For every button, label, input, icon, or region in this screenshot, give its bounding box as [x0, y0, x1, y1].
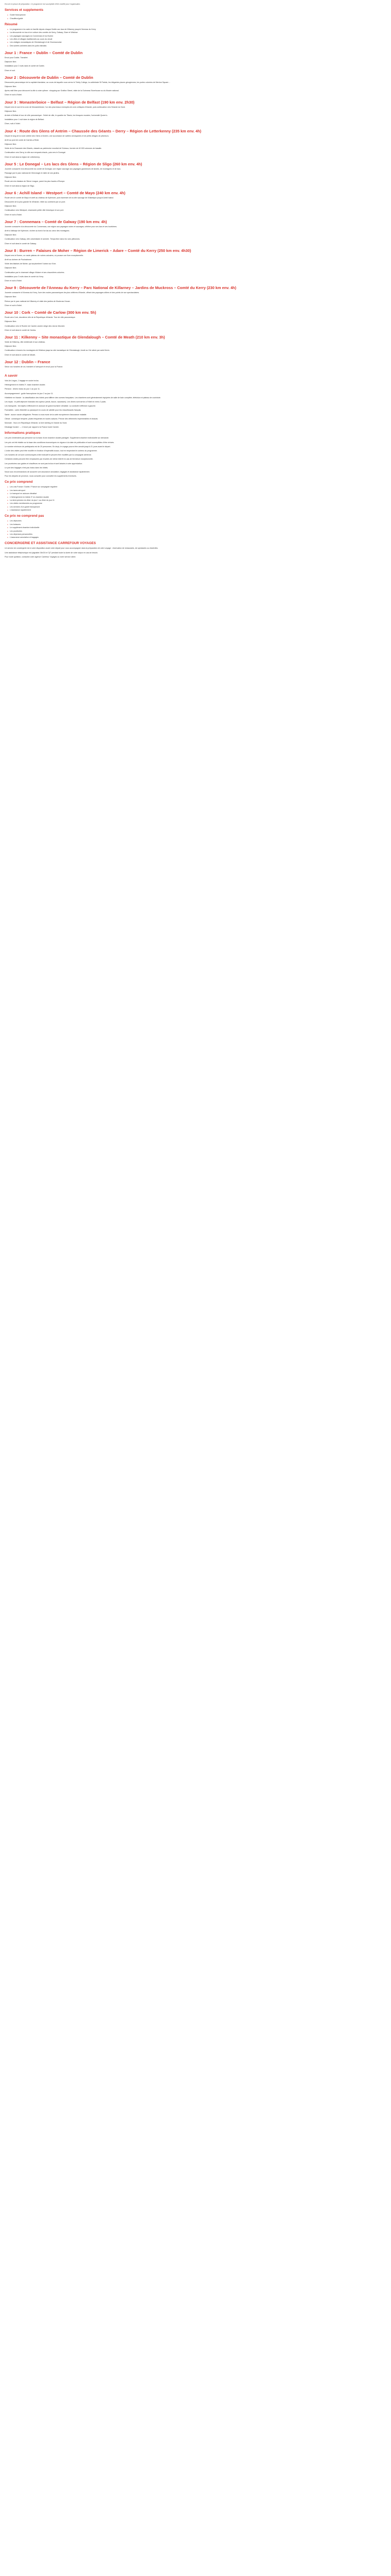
paragraph: Formalités : carte d'identité ou passeport en cours de validité pour les ressortissants français. [5, 409, 82, 412]
list-item: ● L'hébergement en hôtels 3* en chambre double [10, 496, 386, 499]
list-item: ● Le supplément chambre individuelle [10, 527, 386, 529]
paragraph: Les transports : les trajets s'effectuent en autocar de grand tourisme climatisé. La conduite s'effectue à gauche. [5, 405, 96, 408]
day-paragraph: Après-midi libre pour découvrir la ville à votre rythme : shopping sur Grafton Street, visite de la Guinness Storehouse ou du Musée national. [5, 90, 119, 92]
day-paragraph: Déjeuner libre. [5, 205, 17, 208]
list-item: ● Les paysages sauvages du Connemara et du Burren [10, 35, 386, 38]
itinerary [5, 50, 386, 368]
day-title: Jour 2 : Découverte de Dublin – Comté de Dublin [5, 75, 93, 80]
day-title: Jour 10 : Cork – Comté de Carlow (300 km env. 5h) [5, 310, 96, 315]
day-title: Jour 3 : Monasterboice – Belfast – Région de Belfast (190 km env. 2h30) [5, 99, 135, 105]
day-paragraph: Dîner et nuit dans la région de Letterkenny. [5, 156, 40, 158]
paragraph: Certaines visites peuvent être remplacées par d'autres de même intérêt en cas de fermeture exceptionnelle. [5, 458, 93, 461]
day-paragraph: Déjeuner libre. [5, 267, 17, 269]
day-paragraph: Dîner, nuit à l'hôtel. [5, 123, 21, 125]
paragraph: Les prix ont été établis sur la base des conditions économiques en vigueur à la date de publication et sont susceptibles d'être révisés. [5, 441, 115, 444]
paragraph: Pour toute question, contactez votre agence Carrefour Voyages ou notre service client. [5, 555, 76, 558]
paragraph: Un service de conciergerie est à votre disposition avant votre départ pour vous accompagner dans la préparation de votre voyage : réservation de restaurants, de spectacles ou d'activités. [5, 547, 158, 550]
list-item: ● Les vols France / Dublin / France sur compagnie régulière [10, 486, 386, 488]
day-paragraph: Départ vers le Burren, un vaste plateau de roches calcaires, où pousse une flore exceptionnelle. [5, 254, 84, 257]
day-block [5, 75, 386, 97]
day-paragraph: Envol pour Dublin. Transfert. [5, 56, 28, 59]
paragraph: Santé : aucun vaccin obligatoire. Pensez à vous munir de la carte européenne d'assurance maladie. [5, 413, 87, 416]
paragraph: Accompagnement : guide francophone du jour 2 au jour 11. [5, 392, 54, 395]
list-item: ● Des soirées animées dans les pubs irlandais [10, 45, 386, 47]
day-paragraph: Découverte de la plus grande île d'Irlande, reliée au continent par un pont. [5, 201, 66, 204]
list-item: ● Les services d'un guide francophone [10, 506, 386, 509]
day-paragraph: Route vers Cork, deuxième ville de la République d'Irlande. Tour de ville panoramique. [5, 316, 76, 319]
list-item: ● L'assurance annulation et bagages [10, 536, 386, 539]
day-paragraph: Continuation par le charmant village d'Adare et ses chaumières colorées. [5, 271, 65, 274]
day-paragraph: Dîner et nuit dans la région de Sligo. [5, 184, 35, 187]
day-paragraph: Visite de Kilkenny, ville médiévale et son château. [5, 341, 46, 343]
day-paragraph: Dîner et nuit à l'hôtel. [5, 304, 22, 307]
day-paragraph: Départ le long de la route côtière des Glens of Antrim, une succession de vallées verdoyantes et de petits villages de pêcheurs. [5, 134, 109, 137]
day-paragraph: Arrêt au pont de corde de Carrick-a-Rede. [5, 139, 40, 141]
day-block [5, 310, 386, 332]
day-paragraph: Dîner et nuit à l'hôtel. [5, 94, 22, 96]
day-block [5, 248, 386, 282]
day-paragraph: Dîner et nuit à l'hôtel. [5, 213, 22, 216]
paragraph: Pension : dîners inclus du jour 1 au jour 11. [5, 388, 40, 391]
day-block [5, 285, 386, 307]
paragraph: Vols Air Lingus, 1 bagage en soute inclus. [5, 379, 39, 382]
day-paragraph: Continuation à travers les montagnes de Wicklow jusqu'au site monastique de Glendalough, fondé au VIe siècle par saint Kevin. [5, 349, 110, 352]
day-paragraph: Route vers les falaises de Slieve League, parmi les plus hautes d'Europe. [5, 180, 66, 183]
day-paragraph: Déjeuner libre. [5, 345, 17, 348]
conditions-title: CONCIERGERIE ET ASSISTANCE CARREFOUR VOYAGES [5, 541, 96, 546]
paragraph: Les horaires de vol sont communiqués à titre indicatif et peuvent être modifiés par la compagnie aérienne. [5, 454, 92, 456]
list-item: ● Chauffeur/guide [10, 18, 386, 20]
day-paragraph: Dîner et nuit dans le comté de Carlow. [5, 329, 36, 331]
day-paragraph: Journée consacrée à l'Anneau du Kerry, l'une des routes panoramiques les plus célèbres d'Irlande, offrant des paysages côtiers et des points de vue spectaculaires. [5, 292, 140, 294]
list-item: ● Les dépenses personnelles [10, 533, 386, 536]
day-paragraph: Passage par le parc national de Glenveagh et visite de ses jardins. [5, 172, 60, 175]
day-block [5, 219, 386, 245]
day-block [5, 191, 386, 216]
day-paragraph: Déjeuner libre. [5, 143, 17, 145]
day-block [5, 360, 386, 368]
day-title: Jour 11 : Kilkenny – Site monastique de Glendalough – Comté de Meath (210 km env. 3h) [5, 334, 165, 340]
day-paragraph: Déjeuner libre. [5, 85, 17, 88]
day-block [5, 100, 386, 126]
list-item: ● La découverte en bus et en voiture des comtés de Kerry, Galway, Clare et Wicklow [10, 31, 386, 34]
day-title: Jour 12 : Dublin – France [5, 359, 51, 364]
day-paragraph: Route vers le comté de Mayo et arrêt au château de Kylemore, puis traversée de la côte sauvage de l'Atlantique jusqu'à Achill Island. [5, 196, 114, 199]
day-paragraph: Visite de la Chaussée des Géants, classée au patrimoine mondial de l'Unesco, formée de 40 000 colonnes de basalte. [5, 147, 102, 150]
day-paragraph: Retour par le parc national de Killarney et visite des jardins de Muckross House. [5, 300, 71, 302]
day-paragraph: Continuation vers Derry, la ville aux remparts intacts, puis vers le Donegal. [5, 151, 66, 154]
day-paragraph: Arrivée à Belfast et tour de ville panoramique : l'hôtel de ville, le quartier du Titanic, les fresques murales, l'université Queen's. [5, 114, 108, 116]
day-title: Jour 4 : Route des Glens of Antrim – Chaussée des Géants – Derry – Région de Letterkenny (235 km env. 4h) [5, 128, 202, 133]
list-item: ● Les visites mentionnées au programme [10, 502, 386, 505]
day-title: Jour 1 : France – Dublin – Comté de Dublin [5, 50, 83, 55]
resume-title: Résumé [5, 22, 18, 26]
paragraph: Les pourboires aux guides et chauffeurs ne sont pas inclus et sont laissés à votre appréciation. [5, 462, 83, 465]
day-paragraph: Visite des falaises de Moher, qui surplombent l'océan sur 8 km. [5, 263, 57, 265]
intro-note: Encore en phase de préparation. Ce programme est susceptible d'être modifié pour l'organisation. [5, 3, 80, 5]
day-paragraph: Journée consacrée à la découverte du comté de Donegal, une région sauvage aux paysages grandioses de landes, de montagnes et de lacs. [5, 167, 121, 170]
day-paragraph: Installation pour 2 nuits dans le comté de Dublin. [5, 65, 45, 67]
included-title: Ce prix comprend [5, 480, 33, 484]
day-paragraph: Déjeuner libre. [5, 61, 17, 63]
list-item: ● Le transport en autocar climatisé [10, 493, 386, 495]
conditions-block [5, 547, 386, 558]
day-title: Jour 7 : Connemara – Comté de Galway (190 km env. 4h) [5, 219, 107, 224]
paragraph: Le nombre minimum de participants est de 20 personnes. En deçà, le voyage pourra être annulé jusqu'à 21 jours avant le départ. [5, 445, 111, 448]
included-list [5, 486, 386, 512]
paragraph: Hébergement en hôtels 3*, base chambre double. [5, 384, 46, 386]
paragraph: Une assistance téléphonique est joignable 24h/24 et 7j/7 pendant toute la durée de votre séjour en cas de besoin. [5, 551, 99, 554]
day-paragraph: Installation pour 3 nuits dans le comté du Kerry. [5, 275, 44, 278]
list-item: ● L'assistance rapatriement [10, 509, 386, 512]
day-paragraph: Déjeuner libre. [5, 110, 17, 112]
list-item: ● Les villes et villages traditionnels au cours du circuit [10, 38, 386, 41]
day-title: Jour 8 : Burren – Falaises de Moher – Région de Limerick – Adare – Comté du Kerry (250 km env. 4h30) [5, 248, 191, 253]
day-paragraph: Départ vers le nord et la croix de Monasterboice, l'un des plus beaux exemples de croix celtiques d'Irlande, puis continuation vers l'Irlande du Nord. [5, 106, 125, 108]
day-paragraph: Journée consacrée à la découverte du Connemara, une région aux paysages rudes et sauvages, célèbre pour ses lacs et ses tourbières. [5, 225, 117, 228]
day-paragraph: Continuation vers le Rocher de Cashel, ancien siège des rois du Munster. [5, 325, 66, 327]
day-paragraph: Arrêt à l'abbaye de Kylemore, nichée au bord d'un lac au cœur des montagnes. [5, 230, 70, 232]
day-paragraph: Déjeuner libre. [5, 296, 17, 298]
list-item: ● Les déjeuners [10, 520, 386, 522]
day-block [5, 335, 386, 357]
day-block [5, 129, 386, 159]
day-paragraph: Installation pour 1 nuit dans la région de Belfast. [5, 118, 44, 121]
day-paragraph: Déjeuner libre. [5, 176, 17, 179]
list-item: ● Les taxes aéroport [10, 489, 386, 492]
details-block [5, 437, 386, 478]
paragraph: Le port des bagages n'est pas inclus dans les hôtels. [5, 466, 48, 469]
paragraph: Les repas : le petit déjeuner irlandais est copieux (œufs, bacon, saucisses). Les dîners sont servis à l'hôtel en menu 3 plats. [5, 400, 106, 403]
list-item: ● Les pourboires [10, 530, 386, 533]
paragraph: Pour les départs de province, nous consulter pour connaître les suppléments éventuels. [5, 475, 77, 478]
page [5, 0, 386, 564]
day-paragraph: Continuation vers Galway, ville universitaire et animée. Temps libre dans les rues piétonnes. [5, 238, 80, 241]
resume-list [5, 28, 386, 47]
day-paragraph: Déjeuner libre. [5, 234, 17, 236]
details-title: Informations pratiques [5, 431, 41, 435]
day-paragraph: Déjeuner libre. [5, 320, 17, 323]
list-item: ● Les boissons [10, 523, 386, 526]
day-paragraph: Dîner et nuit. [5, 69, 15, 72]
day-block [5, 50, 386, 72]
paragraph: Nous vous recommandons de souscrire une assurance annulation, bagages et assistance rapatriement. [5, 470, 90, 473]
paragraph: L'ordre des visites peut être modifié en fonction d'impératifs locaux, tout en respectant le contenu du programme. [5, 449, 97, 452]
day-paragraph: Arrêt au dolmen de Poulnabrone. [5, 259, 32, 261]
services-list [5, 14, 386, 20]
day-title: Jour 9 : Découverte de l'Anneau du Kerry – Parc National de Killarney – Jardins de Muckross – Comté du Kerry (230 km env. 4h) [5, 285, 236, 291]
excluded-list [5, 520, 386, 539]
paragraph: Décalage horaire : – 1 heure par rapport à la France toute l'année. [5, 426, 59, 429]
list-item: ● Le programme à la carte en famille depuis chaque Dublin aux lacs de Killarney jusqu'à l'Anneau du Kerry [10, 28, 386, 31]
day-title: Jour 6 : Achill Island – Westport – Comté de Mayo (240 km env. 4h) [5, 190, 125, 195]
day-block [5, 162, 386, 188]
day-paragraph: Selon vos horaires de vol, transfert à l'aéroport et envol pour la France. [5, 365, 63, 368]
paragraph: Hôtellerie en Irlande : la classification des hôtels peut différer des normes françaises. Les chambres sont généralement équipées de salle de bain complète, télévision et plateau de courtoisie. [5, 396, 161, 399]
day-paragraph: Dîner et nuit dans le comté de Meath. [5, 353, 36, 356]
excluded-title: Ce prix ne comprend pas [5, 514, 44, 518]
day-paragraph: Continuation vers Westport, charmante petite ville historique et son port. [5, 209, 64, 212]
list-item: ● Les vestiges monastiques de Glendalough et de Clonmacnoise [10, 41, 386, 44]
price-block-title: A savoir [5, 374, 18, 378]
paragraph: Monnaie : l'euro en République d'Irlande, la livre sterling en Irlande du Nord. [5, 421, 68, 424]
day-title: Jour 5 : Le Donegal – Les lacs des Glens – Région de Sligo (260 km env. 4h) [5, 161, 142, 166]
list-item: ● La demi-pension du dîner du jour 1 au dîner du jour 11 [10, 499, 386, 502]
day-paragraph: Dîner et nuit dans le comté de Galway. [5, 242, 37, 245]
services-title: Services et supplements [5, 8, 43, 12]
price-block [5, 380, 386, 429]
day-paragraph: Dîner et nuit à l'hôtel. [5, 280, 22, 282]
paragraph: Climat : océanique tempéré, pluies fréquentes en toutes saisons. Prévoir des vêtements imperméables et chauds. [5, 417, 99, 420]
list-item: ● Guide francophone [10, 14, 386, 16]
day-paragraph: Découverte panoramique de la capitale irlandaise, au cours de laquelle vous verrez le Trinity College, la cathédrale St Patrick, les élégantes places géorgiennes, les portes colorées de Merrion Square… [5, 81, 171, 83]
paragraph: Les prix s'entendent par personne sur la base d'une chambre double partagée. Supplément chambre individuelle sur demande. [5, 437, 109, 439]
